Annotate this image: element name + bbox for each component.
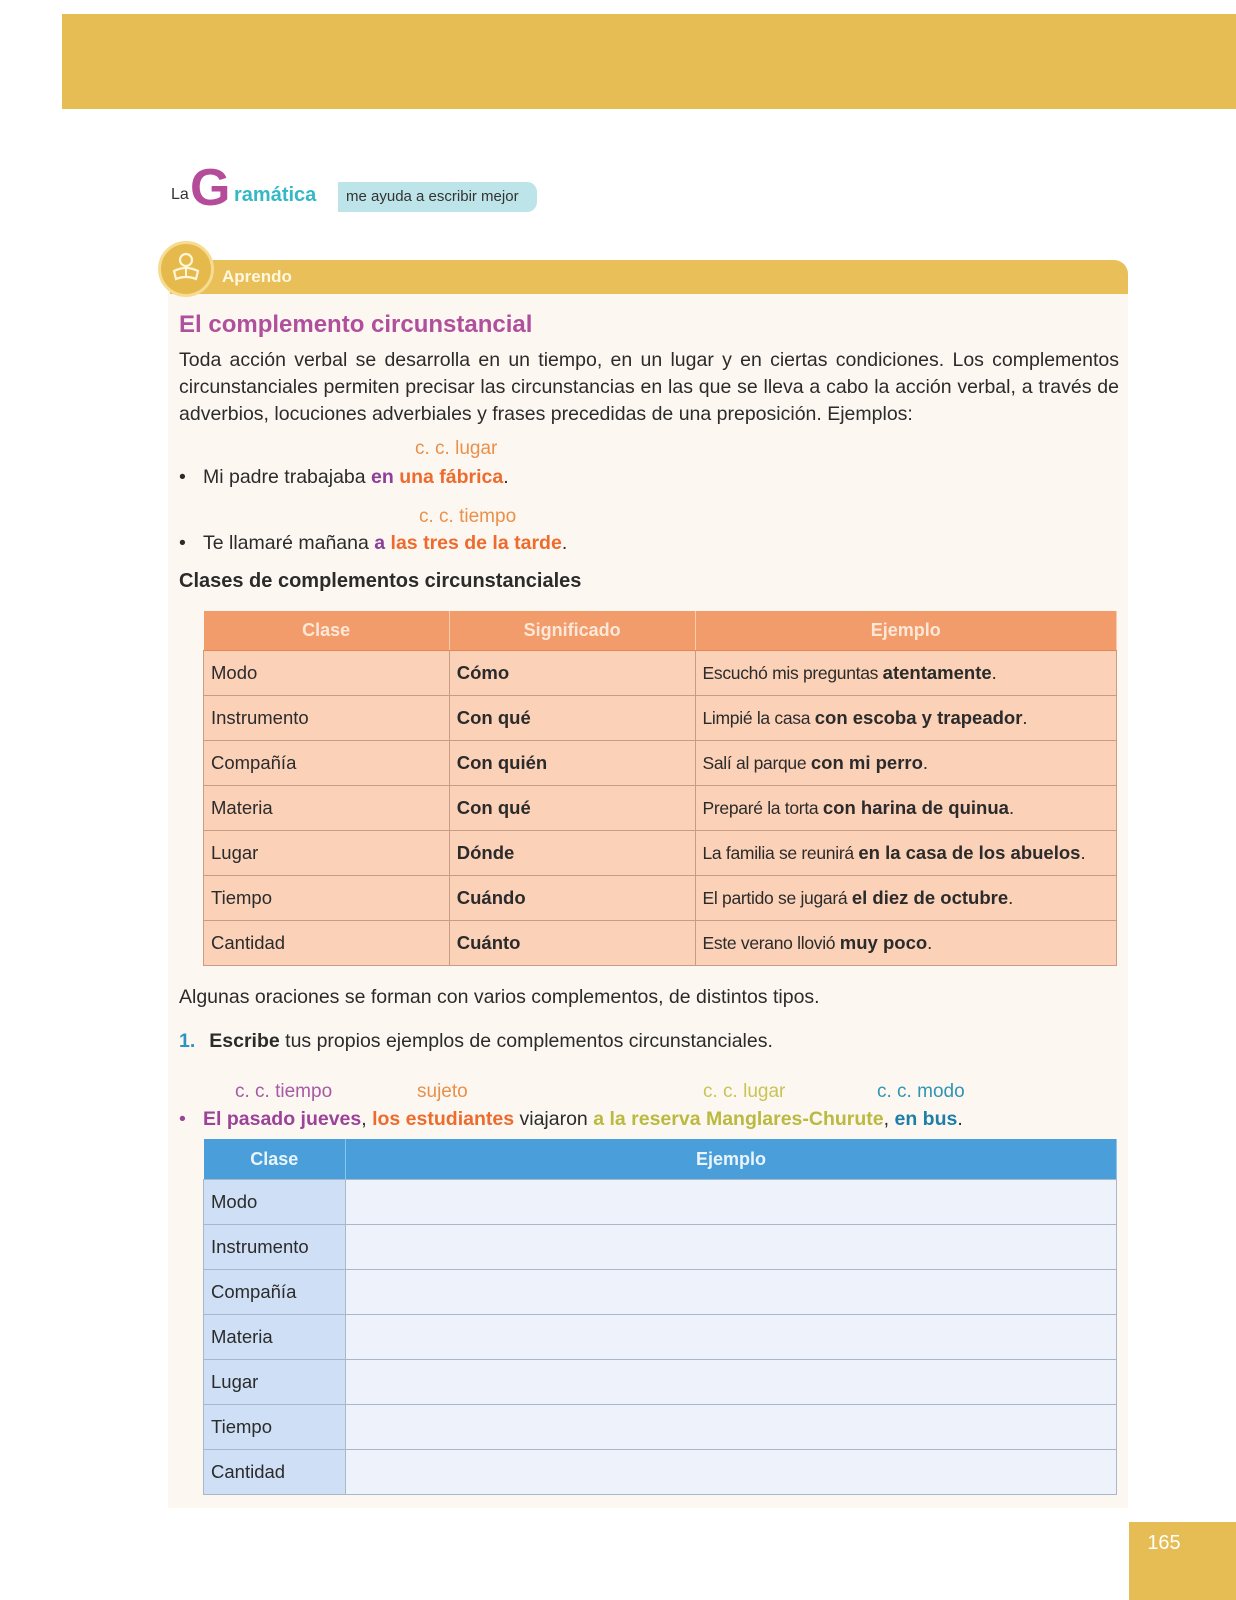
example-1-before: Mi padre trabajaba [203, 466, 372, 488]
table-row [204, 921, 1117, 966]
table-row [204, 1450, 1117, 1495]
ejemplo-end: . [991, 662, 997, 683]
ejemplo-text: Salí al parque [702, 753, 811, 773]
clase-cell: Lugar [204, 1360, 346, 1405]
table-row [204, 651, 1117, 696]
ejemplo-end: . [922, 752, 929, 773]
tag-sujeto: sujeto [417, 1081, 468, 1102]
table-row [204, 1180, 1117, 1225]
ejemplo-text: Este verano llovió [702, 933, 840, 953]
table1-header-clase: Clase [204, 611, 450, 651]
tag-cc-tiempo-2: c. c. tiempo [235, 1081, 333, 1102]
bullet: • [179, 466, 186, 488]
aprendo-label: Aprendo [222, 267, 292, 286]
ejemplo-end: . [1022, 707, 1028, 728]
activity-verb: Escribe [209, 1030, 280, 1052]
ejemplo-cell [695, 651, 1117, 696]
ejemplo-text: Limpié la casa [702, 708, 815, 728]
activity-rest: tus propios ejemplos de complementos circunstanciales. [279, 1030, 773, 1052]
classes-heading: Clases de complementos circunstanciales [179, 570, 582, 592]
table-row [204, 1360, 1117, 1405]
ejemplo-cell [695, 876, 1117, 921]
part-modo: en bus [894, 1108, 958, 1130]
table-row [204, 696, 1117, 741]
page-title: El complemento circunstancial [179, 311, 533, 338]
answer-cell[interactable] [345, 1315, 1116, 1360]
example-2-highlight: las tres de la tarde [390, 532, 562, 554]
ejemplo-cell [695, 786, 1117, 831]
page-number: 165 [1147, 1532, 1181, 1554]
clase-cell: Materia [204, 1315, 346, 1360]
example-1-after: . [503, 466, 509, 488]
ejemplo-end: . [927, 932, 933, 953]
table2-header-ejemplo: Ejemplo [345, 1139, 1116, 1180]
significado-cell: Dónde [449, 831, 695, 876]
ejemplo-cell [695, 696, 1117, 741]
clase-cell: Modo [204, 1180, 346, 1225]
intro-paragraph: Toda acción verbal se desarrolla en un tiempo, en un lugar y en ciertas condiciones. Los complementos circunstanciales permiten precisar las circunstancias en las que se lleva a cabo la acción verbal, a través de adverbios, locuciones adverbiales y frases precedidas de una preposición. Ejemplos: [179, 349, 1119, 425]
ejemplo-end: . [1080, 842, 1086, 863]
answer-cell[interactable] [345, 1360, 1116, 1405]
header-ramatica: ramática [234, 184, 317, 206]
header-tagline: me ayuda a escribir mejor [338, 182, 537, 212]
clase-cell: Cantidad [204, 1450, 346, 1495]
clase-cell: Compañía [204, 741, 450, 786]
ejemplo-highlight: atentamente [882, 662, 992, 683]
table-row [204, 1225, 1117, 1270]
table-row [204, 1315, 1117, 1360]
clase-cell: Compañía [204, 1270, 346, 1315]
multi-complement-sentence [179, 1108, 963, 1131]
example-1-highlight: una fábrica [399, 466, 504, 488]
top-color-band [62, 14, 1236, 109]
example-sentence-2 [179, 532, 567, 555]
comma: , [361, 1108, 373, 1130]
clase-cell: Modo [204, 651, 450, 696]
table2-header-clase: Clase [204, 1139, 346, 1180]
tag-cc-lugar-2: c. c. lugar [703, 1081, 786, 1102]
period: . [957, 1108, 963, 1130]
ejemplo-highlight: el diez de octubre [851, 887, 1009, 908]
table1-header-significado: Significado [449, 611, 695, 651]
activity-instruction [179, 1030, 773, 1053]
table-row [204, 876, 1117, 921]
significado-cell: Con qué [449, 786, 695, 831]
answer-cell[interactable] [345, 1180, 1116, 1225]
table-row [204, 1405, 1117, 1450]
example-2-after: . [561, 532, 568, 554]
example-2-prep: a [374, 532, 386, 554]
clase-cell: Cantidad [204, 921, 450, 966]
example-1-prep: en [371, 466, 394, 488]
tag-cc-lugar: c. c. lugar [415, 438, 498, 459]
ejemplo-text: Preparé la torta [702, 798, 823, 818]
answer-cell[interactable] [345, 1225, 1116, 1270]
note-text: Algunas oraciones se forman con varios complementos, de distintos tipos. [179, 986, 820, 1008]
exercise-table [203, 1139, 1117, 1495]
comma: , [883, 1108, 895, 1130]
bullet: • [179, 532, 186, 554]
ejemplo-cell [695, 831, 1117, 876]
tag-cc-modo: c. c. modo [877, 1081, 965, 1102]
bullet: • [179, 1108, 186, 1130]
header-big-letter: G [190, 159, 231, 217]
example-2-before: Te llamaré mañana [203, 532, 375, 554]
table1-header-ejemplo: Ejemplo [695, 611, 1117, 651]
table-row [204, 786, 1117, 831]
ejemplo-end: . [1008, 797, 1015, 818]
clase-cell: Lugar [204, 831, 450, 876]
ejemplo-text: El partido se jugará [702, 888, 852, 908]
ejemplo-cell [695, 741, 1117, 786]
ejemplo-cell [695, 921, 1117, 966]
ejemplo-highlight: con escoba y trapeador [814, 707, 1023, 728]
reader-icon [158, 241, 214, 297]
part-lugar: a la reserva Manglares-Churute [593, 1108, 884, 1130]
aprendo-bar [170, 260, 1128, 294]
answer-cell[interactable] [345, 1270, 1116, 1315]
part-sujeto: los estudiantes [372, 1108, 515, 1130]
part-tiempo: El pasado jueves [203, 1108, 362, 1130]
verb: viajaron [514, 1108, 594, 1130]
significado-cell: Con qué [449, 696, 695, 741]
ejemplo-highlight: con harina de quinua [822, 797, 1009, 818]
significado-cell: Cuándo [449, 876, 695, 921]
ejemplo-highlight: con mi perro [810, 752, 923, 773]
table-row [204, 1270, 1117, 1315]
activity-number: 1. [179, 1030, 196, 1052]
example-sentence-1 [179, 466, 509, 489]
ejemplo-highlight: en la casa de los abuelos [858, 842, 1081, 863]
significado-cell: Cómo [449, 651, 695, 696]
ejemplo-text: La familia se reunirá [702, 843, 859, 863]
header-la: La [171, 186, 189, 203]
clase-cell: Instrumento [204, 696, 450, 741]
clase-cell: Instrumento [204, 1225, 346, 1270]
significado-cell: Cuánto [449, 921, 695, 966]
clase-cell: Tiempo [204, 876, 450, 921]
ejemplo-highlight: muy poco [839, 932, 928, 953]
section-header [168, 159, 548, 217]
clase-cell: Materia [204, 786, 450, 831]
clase-cell: Tiempo [204, 1405, 346, 1450]
table-row [204, 831, 1117, 876]
ejemplo-end: . [1008, 887, 1014, 908]
classes-table [203, 611, 1117, 966]
page-number-box [1129, 1522, 1236, 1600]
significado-cell: Con quién [449, 741, 695, 786]
answer-cell[interactable] [345, 1405, 1116, 1450]
answer-cell[interactable] [345, 1450, 1116, 1495]
ejemplo-text: Escuchó mis preguntas [702, 663, 883, 683]
tag-cc-tiempo: c. c. tiempo [419, 506, 517, 527]
table-row [204, 741, 1117, 786]
